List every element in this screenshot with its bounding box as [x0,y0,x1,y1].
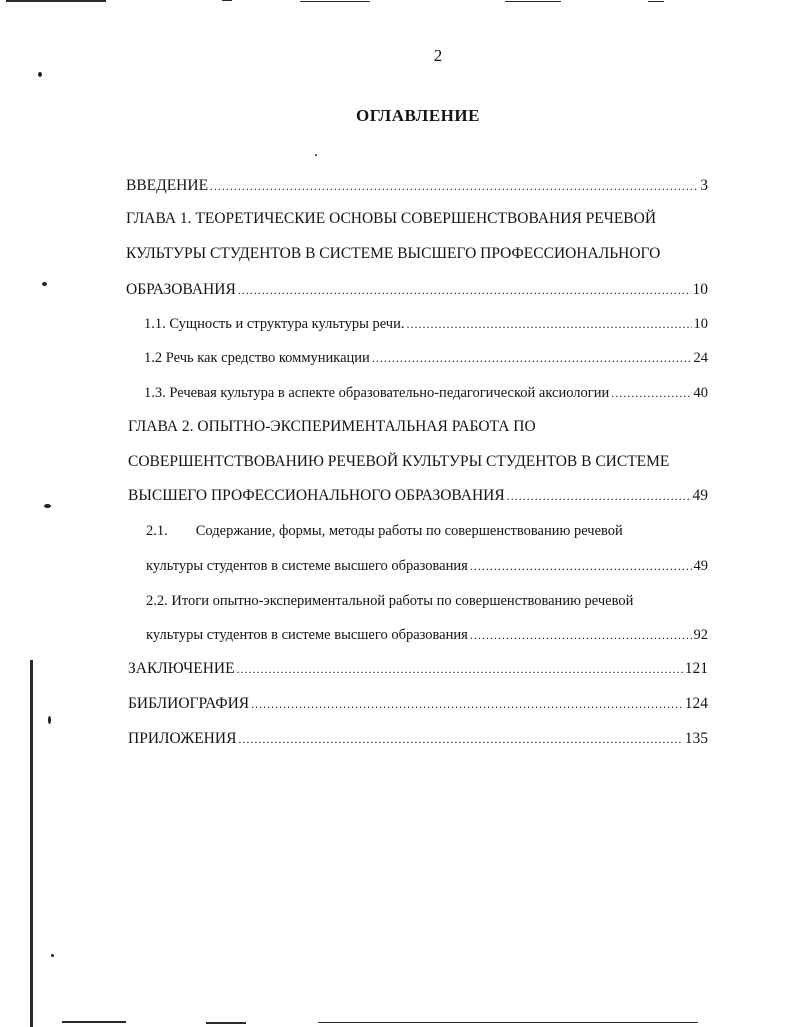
toc-entry-chapter1[interactable] [126,280,708,300]
toc-leader-dots [238,280,691,300]
toc-page-number: 40 [693,385,708,401]
toc-entry-section-1-3[interactable] [144,383,708,403]
scan-speck [51,954,54,957]
toc-chapter2-line2[interactable]: СОВЕРШЕНТСТВОВАНИЮ РЕЧЕВОЙ КУЛЬТУРЫ СТУДЕНТОВ В СИСТЕМЕ [128,453,670,470]
toc-entry-chapter2[interactable] [128,486,708,506]
toc-entry-appendices[interactable] [128,729,708,749]
toc-entry-text: 1.3. Речевая культура в аспекте образовательно-педагогической аксиологии [144,385,610,401]
toc-entry-text: ПРИЛОЖЕНИЯ [128,730,237,747]
toc-section-2-2-line1[interactable]: 2.2. Итоги опытно-экспериментальной работы по совершенствованию речевой [146,593,634,609]
toc-entry-intro[interactable] [126,176,708,196]
toc-entry-section-2-2[interactable] [146,625,708,645]
scan-speck [44,504,51,508]
scan-artifact-top [300,1,370,2]
toc-page-number: 10 [692,281,708,298]
toc-leader-dots [251,694,683,714]
toc-entry-text: ОБРАЗОВАНИЯ [126,281,236,298]
toc-page-number: 124 [684,695,708,712]
scan-speck [38,72,42,77]
toc-leader-dots [238,729,682,749]
scan-speck [315,154,317,156]
toc-entry-text: культуры студентов в системе высшего образования [146,627,468,643]
toc-entry-section-2-1[interactable] [146,556,708,576]
toc-page-number: 92 [693,627,708,643]
toc-entry-text: 1.1. Сущность и структура культуры речи. [144,316,405,332]
toc-page-number: 24 [693,350,708,366]
scan-artifact-bottom [206,1022,246,1024]
toc-section-number: 2.1. [146,523,168,539]
toc-entry-text: БИБЛИОГРАФИЯ [128,695,250,712]
toc-page-number: 135 [684,730,708,747]
toc-leader-dots [470,556,692,576]
scan-artifact-bottom [318,1022,698,1023]
toc-chapter2-line1[interactable]: ГЛАВА 2. ОПЫТНО-ЭКСПЕРИМЕНТАЛЬНАЯ РАБОТА ПО [128,418,536,435]
scan-artifact-top [505,1,561,2]
scan-artifact-top [222,0,232,1]
toc-page-number: 10 [693,316,708,332]
scan-artifact-top [648,1,664,2]
toc-entry-section-1-2[interactable] [144,348,708,368]
page-number: 2 [433,46,443,65]
toc-entry-section-1-1[interactable] [144,314,708,334]
toc-entry-text: ЗАКЛЮЧЕНИЕ [128,660,235,677]
toc-entry-text: 1.2 Речь как средство коммуникации [144,350,370,366]
toc-entry-text: ВВЕДЕНИЕ [126,177,209,194]
toc-page-number: 121 [684,660,708,677]
toc-page-number: 3 [700,177,708,194]
scan-artifact-top-left [6,0,106,2]
toc-leader-dots [210,176,698,196]
toc-page-number: 49 [692,487,708,504]
toc-title: ОГЛАВЛЕНИЕ [356,106,480,125]
scan-artifact-left-edge [30,660,33,1027]
toc-leader-dots [507,486,691,506]
toc-entry-text: культуры студентов в системе высшего образования [146,558,468,574]
toc-leader-dots [406,314,691,334]
scan-speck [42,282,47,286]
toc-entry-bibliography[interactable] [128,694,708,714]
toc-leader-dots [611,383,691,403]
toc-chapter1-line2[interactable]: КУЛЬТУРЫ СТУДЕНТОВ В СИСТЕМЕ ВЫСШЕГО ПРОФЕССИОНАЛЬНОГО [126,245,661,262]
toc-leader-dots [470,625,692,645]
scan-artifact-bottom [62,1021,126,1023]
toc-leader-dots [372,348,692,368]
toc-leader-dots [237,659,683,679]
toc-entry-text: Содержание, формы, методы работы по совершенствованию речевой [195,523,623,539]
toc-page-number: 49 [693,558,708,574]
toc-entry-text: ВЫСШЕГО ПРОФЕССИОНАЛЬНОГО ОБРАЗОВАНИЯ [128,487,505,504]
toc-section-2-1-line1[interactable] [146,521,623,541]
toc-chapter1-line1[interactable]: ГЛАВА 1. ТЕОРЕТИЧЕСКИЕ ОСНОВЫ СОВЕРШЕНСТВОВАНИЯ РЕЧЕВОЙ [126,210,657,227]
toc-entry-conclusion[interactable] [128,659,708,679]
scan-speck [48,716,51,724]
